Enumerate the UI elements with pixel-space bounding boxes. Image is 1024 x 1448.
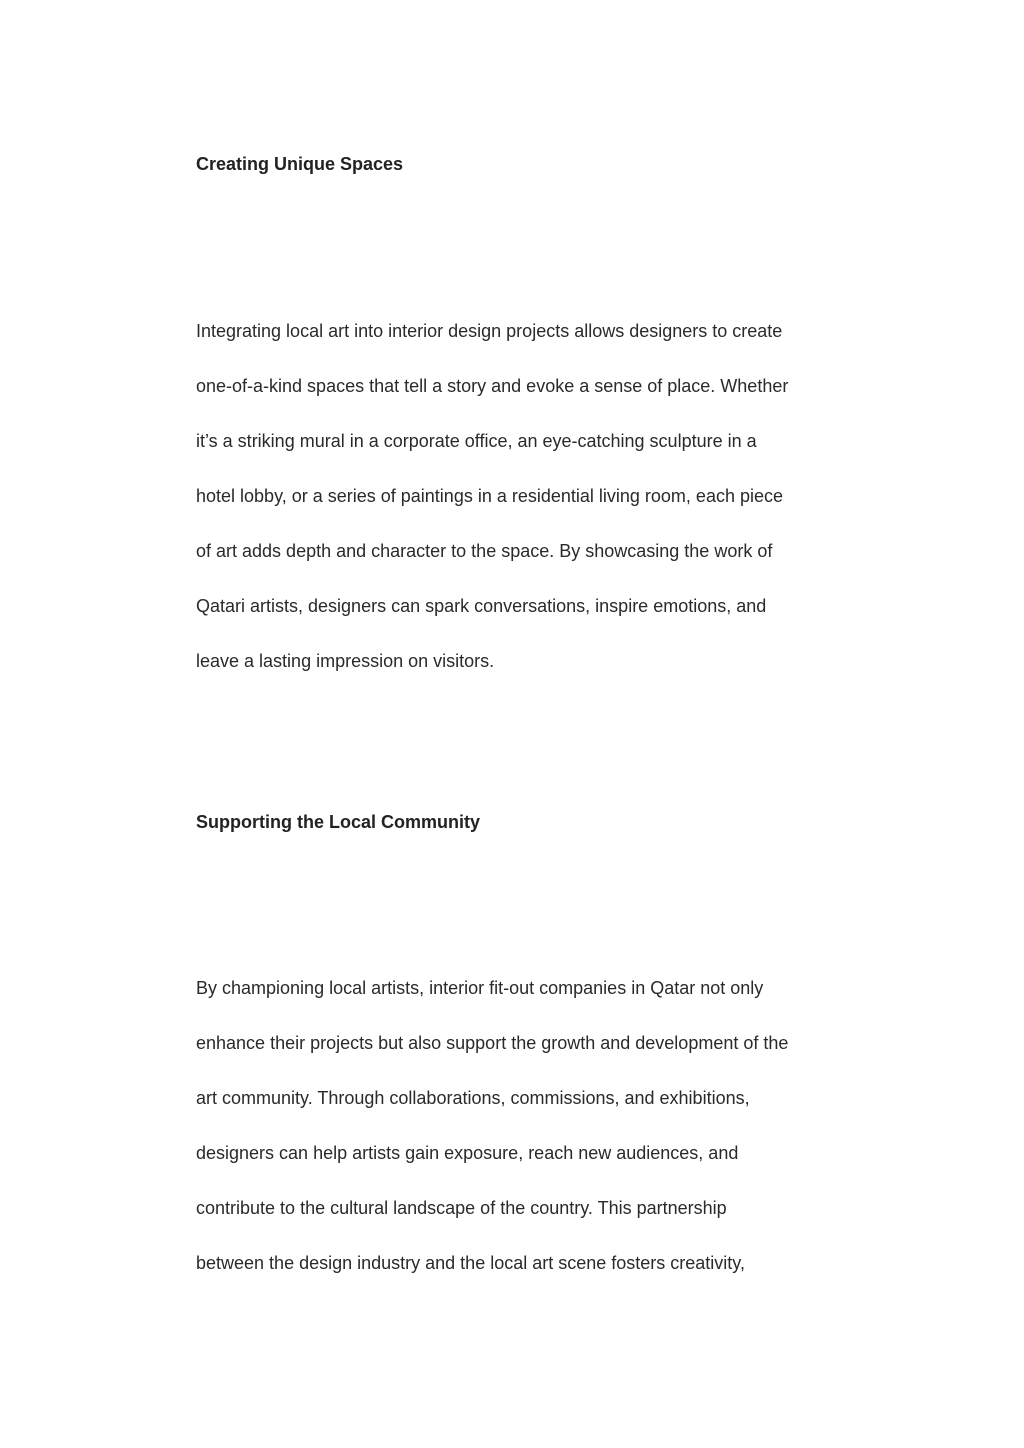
paragraph-line: one-of-a-kind spaces that tell a story and evoke a sense of place. Whether — [196, 376, 789, 396]
paragraph-supporting-local-community — [196, 977, 896, 1307]
paragraph-line: between the design industry and the local art scene fosters creativity, — [196, 1253, 745, 1273]
paragraph-line: it’s a striking mural in a corporate office, an eye-catching sculpture in a — [196, 431, 757, 451]
paragraph-line: Integrating local art into interior design projects allows designers to create — [196, 321, 783, 341]
section-heading-creating-unique-spaces: Creating Unique Spaces — [196, 154, 404, 174]
paragraph-line: enhance their projects but also support the growth and development of the — [196, 1033, 789, 1053]
paragraph-line: Qatari artists, designers can spark conversations, inspire emotions, and — [196, 596, 767, 616]
paragraph-line: contribute to the cultural landscape of the country. This partnership — [196, 1198, 727, 1218]
paragraph-line: leave a lasting impression on visitors. — [196, 651, 495, 671]
paragraph-line: By championing local artists, interior fit-out companies in Qatar not only — [196, 978, 764, 998]
paragraph-line: of art adds depth and character to the space. By showcasing the work of — [196, 541, 773, 561]
paragraph-line: art community. Through collaborations, commissions, and exhibitions, — [196, 1088, 750, 1108]
paragraph-line: hotel lobby, or a series of paintings in a residential living room, each piece — [196, 486, 783, 506]
section-heading-supporting-local-community: Supporting the Local Community — [196, 812, 480, 832]
paragraph-creating-unique-spaces — [196, 320, 896, 705]
paragraph-line: designers can help artists gain exposure, reach new audiences, and — [196, 1143, 739, 1163]
